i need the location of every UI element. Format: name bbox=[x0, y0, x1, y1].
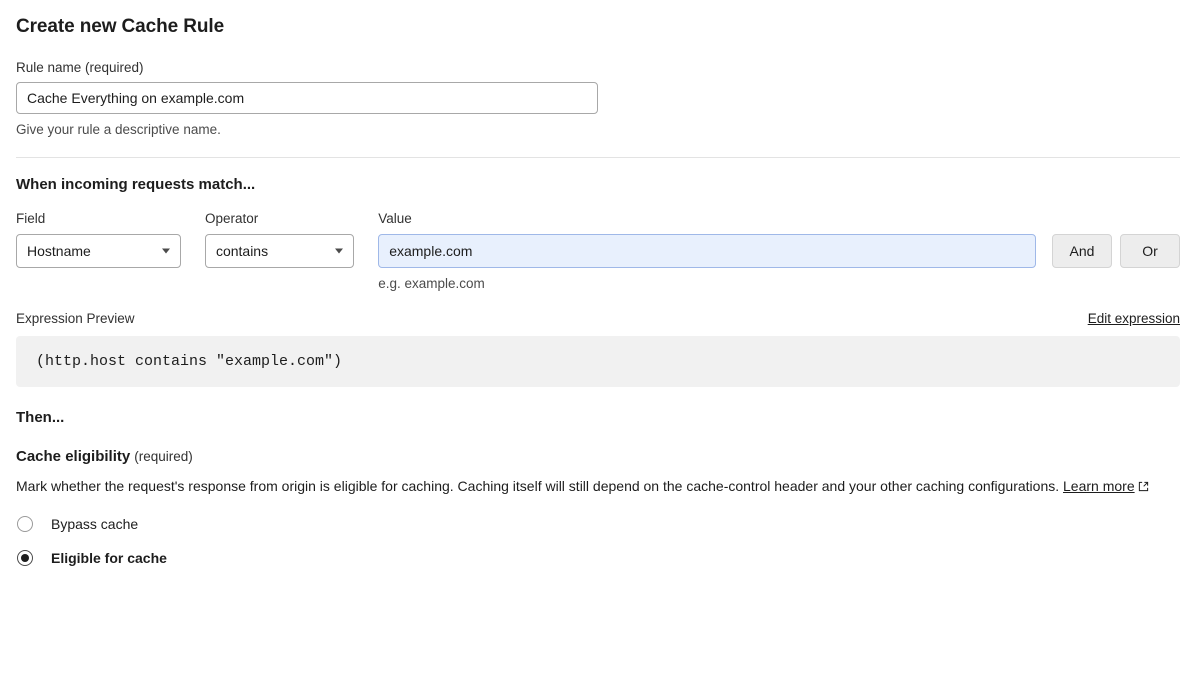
radio-label: Bypass cache bbox=[51, 516, 139, 532]
radio-option-bypass-cache[interactable] bbox=[16, 516, 1180, 532]
then-section-heading: Then... bbox=[16, 409, 65, 426]
value-hint: e.g. example.com bbox=[378, 276, 485, 291]
value-column bbox=[378, 211, 1036, 291]
expression-preview-box: (http.host contains "example.com") bbox=[16, 336, 1180, 387]
edit-expression-link[interactable]: Edit expression bbox=[1087, 311, 1180, 326]
chevron-down-icon bbox=[335, 249, 343, 254]
rule-name-label: Rule name (required) bbox=[16, 60, 144, 75]
operator-column bbox=[205, 211, 354, 268]
expression-header bbox=[16, 311, 1180, 326]
rule-name-input[interactable] bbox=[16, 82, 598, 114]
match-condition-row bbox=[16, 211, 1180, 291]
and-button[interactable]: And bbox=[1052, 234, 1112, 268]
external-link-icon bbox=[1138, 477, 1149, 498]
page-title: Create new Cache Rule bbox=[16, 16, 225, 37]
expression-preview-label: Expression Preview bbox=[16, 311, 135, 326]
rule-name-helper: Give your rule a descriptive name. bbox=[16, 122, 221, 137]
match-section-heading: When incoming requests match... bbox=[16, 176, 256, 193]
radio-icon[interactable] bbox=[17, 516, 33, 532]
operator-label: Operator bbox=[204, 211, 259, 226]
operator-select-value: contains bbox=[215, 243, 269, 259]
field-column bbox=[16, 211, 181, 268]
description-text: Mark whether the request's response from origin is eligible for caching. Caching itself will still depend on the cache-control header and your other caching configurations. bbox=[16, 478, 1064, 494]
field-select[interactable] bbox=[16, 234, 181, 268]
chevron-down-icon bbox=[162, 249, 170, 254]
value-input[interactable] bbox=[378, 234, 1036, 268]
cache-eligibility-title-text: Cache eligibility bbox=[16, 448, 131, 465]
section-divider bbox=[16, 157, 1180, 158]
radio-icon[interactable] bbox=[17, 550, 33, 566]
or-button[interactable]: Or bbox=[1120, 234, 1180, 268]
operator-select[interactable] bbox=[205, 234, 354, 268]
cache-eligibility-title bbox=[16, 448, 1180, 465]
cache-eligibility-description bbox=[16, 476, 1180, 498]
field-label: Field bbox=[16, 211, 46, 226]
cache-eligibility-required-text: (required) bbox=[134, 449, 193, 464]
field-select-value: Hostname bbox=[27, 243, 91, 259]
radio-label: Eligible for cache bbox=[51, 550, 167, 566]
learn-more-link[interactable]: Learn more bbox=[1063, 478, 1135, 494]
value-label: Value bbox=[378, 211, 412, 226]
radio-option-eligible-for-cache[interactable] bbox=[16, 550, 1180, 566]
